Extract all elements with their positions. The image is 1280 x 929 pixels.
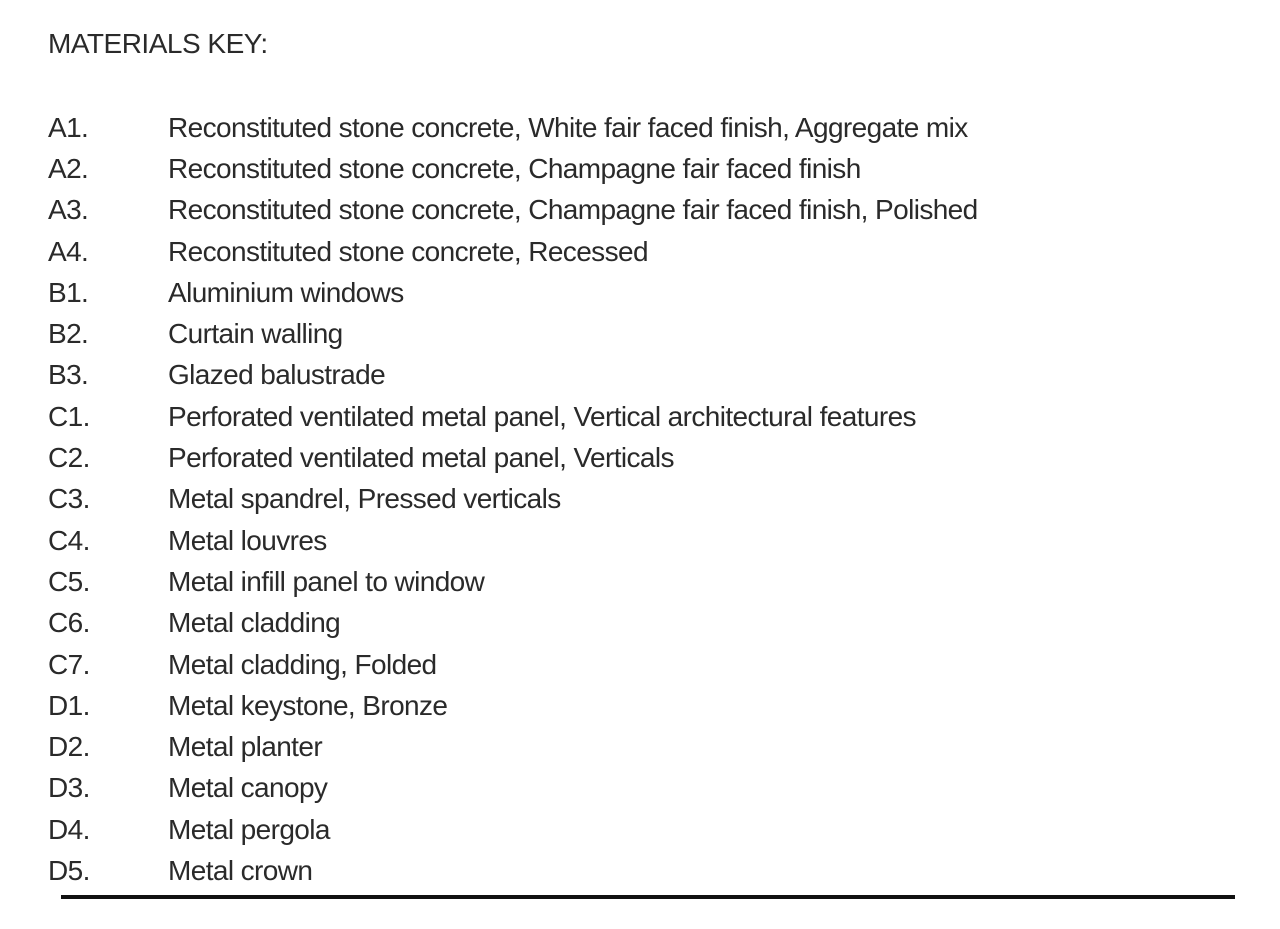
- material-code: D3.: [48, 772, 90, 804]
- materials-key-row: [48, 355, 978, 396]
- materials-key-row: [48, 726, 978, 767]
- material-description: Metal canopy: [168, 772, 328, 804]
- material-description: Reconstituted stone concrete, Champagne fair faced finish, Polished: [168, 194, 978, 226]
- material-code: C2.: [48, 442, 90, 474]
- materials-key-row: [48, 644, 978, 685]
- materials-key-row: [48, 768, 978, 809]
- material-code: C4.: [48, 524, 90, 556]
- material-description: Reconstituted stone concrete, White fair faced finish, Aggregate mix: [168, 111, 968, 143]
- materials-key-row: [48, 603, 978, 644]
- material-code: D4.: [48, 813, 90, 845]
- material-code: A4.: [48, 235, 89, 267]
- materials-key-title: MATERIALS KEY:: [48, 28, 268, 59]
- material-description: Metal keystone, Bronze: [168, 689, 448, 721]
- material-code: C7.: [48, 648, 90, 680]
- materials-key-row: [48, 272, 978, 313]
- material-code: B1.: [48, 276, 89, 308]
- material-code: D2.: [48, 731, 90, 763]
- material-code: D1.: [48, 689, 90, 721]
- materials-key-row: [48, 437, 978, 478]
- material-code: C5.: [48, 565, 90, 597]
- material-description: Metal spandrel, Pressed verticals: [168, 483, 561, 515]
- materials-key-row: [48, 396, 978, 437]
- material-code: A1.: [48, 111, 89, 143]
- material-code: C3.: [48, 483, 90, 515]
- material-description: Metal infill panel to window: [168, 565, 485, 597]
- materials-key-row: [48, 190, 978, 231]
- material-description: Reconstituted stone concrete, Recessed: [168, 235, 648, 267]
- material-description: Metal louvres: [168, 524, 327, 556]
- bottom-divider: [61, 895, 1235, 899]
- materials-key-row: [48, 520, 978, 561]
- materials-key-row: [48, 479, 978, 520]
- material-code: C6.: [48, 607, 90, 639]
- materials-key-row: [48, 561, 978, 602]
- materials-key-row: [48, 850, 978, 891]
- material-code: A2.: [48, 152, 89, 184]
- material-description: Glazed balustrade: [168, 359, 386, 391]
- material-description: Metal crown: [168, 854, 313, 886]
- material-description: Metal cladding: [168, 607, 341, 639]
- material-code: B3.: [48, 359, 89, 391]
- materials-key-row: [48, 107, 978, 148]
- material-description: Aluminium windows: [168, 276, 404, 308]
- material-description: Perforated ventilated metal panel, Vertical architectural features: [168, 400, 916, 432]
- material-code: A3.: [48, 194, 89, 226]
- material-description: Metal cladding, Folded: [168, 648, 437, 680]
- materials-key-row: [48, 685, 978, 726]
- materials-key-row: [48, 313, 978, 354]
- materials-key-row: [48, 148, 978, 189]
- material-description: Curtain walling: [168, 318, 343, 350]
- materials-key-row: [48, 231, 978, 272]
- material-description: Metal planter: [168, 731, 323, 763]
- material-description: Metal pergola: [168, 813, 330, 845]
- material-code: B2.: [48, 318, 89, 350]
- materials-key-row: [48, 809, 978, 850]
- material-description: Perforated ventilated metal panel, Verticals: [168, 442, 674, 474]
- material-code: C1.: [48, 400, 90, 432]
- material-code: D5.: [48, 854, 90, 886]
- materials-key-list: [48, 107, 978, 892]
- material-description: Reconstituted stone concrete, Champagne fair faced finish: [168, 152, 861, 184]
